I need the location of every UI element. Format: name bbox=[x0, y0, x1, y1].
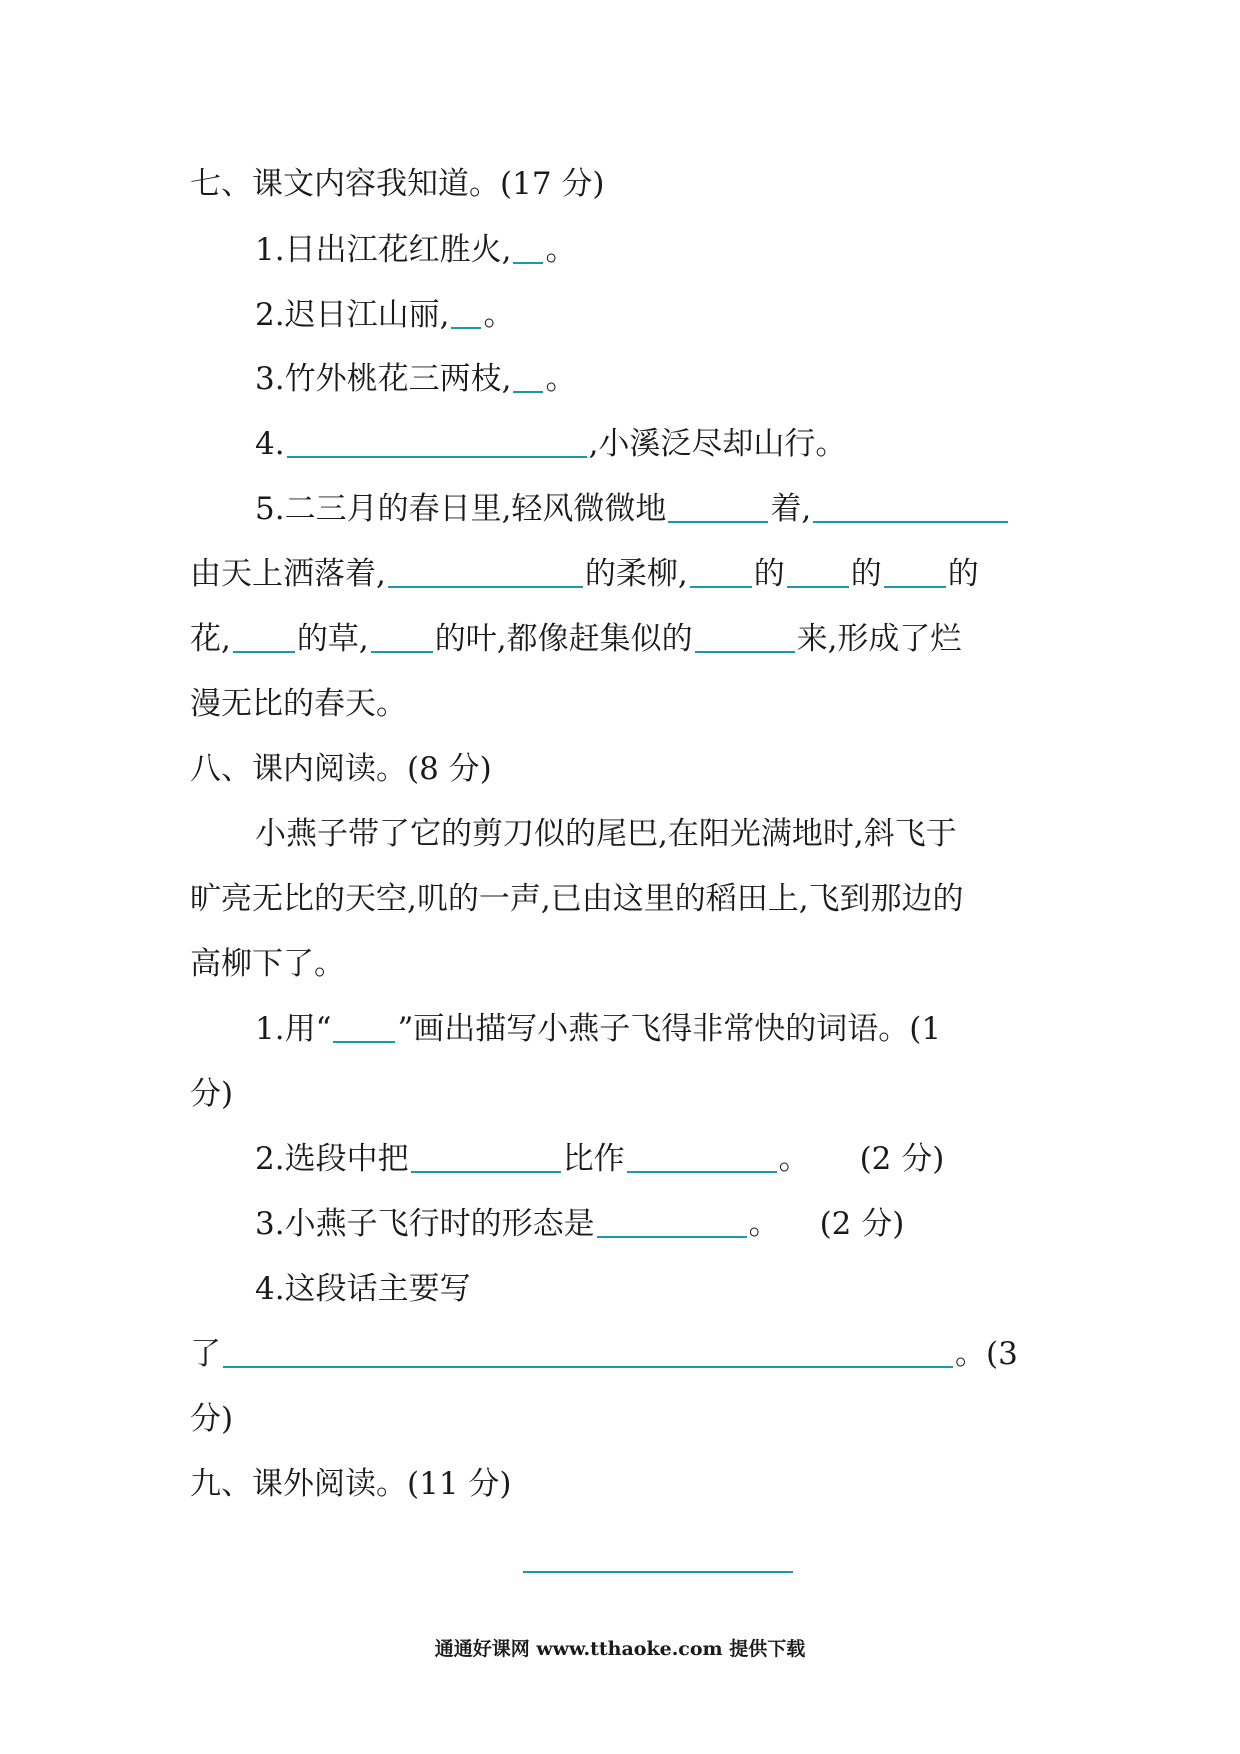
answer-blank[interactable] bbox=[668, 491, 768, 523]
answer-blank[interactable] bbox=[884, 556, 946, 588]
answer-blank[interactable] bbox=[690, 556, 752, 588]
question-7-5-line-1: 5.二三月的春日里,轻风微微地 着, bbox=[255, 489, 1010, 529]
answer-blank[interactable] bbox=[513, 361, 543, 393]
question-7-5-line-4: 漫无比的春天。 bbox=[190, 686, 407, 722]
answer-blank[interactable] bbox=[233, 621, 295, 653]
passage-line-2: 旷亮无比的天空,叽的一声,已由这里的稻田上,飞到那边的 bbox=[190, 881, 964, 917]
answer-blank[interactable] bbox=[695, 621, 795, 653]
answer-blank[interactable] bbox=[371, 621, 433, 653]
question-8-1-score: 分) bbox=[190, 1076, 234, 1112]
answer-blank[interactable] bbox=[388, 556, 583, 588]
question-7-5-line-3: 花, 的草, 的叶,都像赶集似的 来,形成了烂 bbox=[190, 621, 962, 657]
answer-blank[interactable] bbox=[627, 1141, 777, 1173]
section-8-title: 八、课内阅读。(8 分) bbox=[190, 751, 492, 787]
question-7-3: 3.竹外桃花三两枝, 。 bbox=[255, 361, 577, 397]
answer-blank[interactable] bbox=[597, 1206, 747, 1238]
answer-blank[interactable] bbox=[513, 232, 543, 264]
passage-line-1: 小燕子带了它的剪刀似的尾巴,在阳光满地时,斜飞于 bbox=[255, 816, 957, 852]
answer-blank[interactable] bbox=[451, 297, 481, 329]
answer-blank[interactable] bbox=[411, 1141, 561, 1173]
question-7-5-line-2: 由天上洒落着, 的柔柳, 的 的 的 bbox=[190, 556, 979, 592]
section-9-title: 九、课外阅读。(11 分) bbox=[190, 1466, 512, 1502]
question-7-4: 4. ,小溪泛尽却山行。 bbox=[255, 426, 847, 462]
answer-blank[interactable] bbox=[223, 1336, 953, 1368]
answer-blank[interactable] bbox=[787, 556, 849, 588]
answer-blank[interactable] bbox=[813, 491, 1008, 523]
question-8-4-answer-line: 了 。(3 bbox=[190, 1336, 1018, 1372]
question-8-4: 4.这段话主要写 bbox=[255, 1271, 471, 1307]
question-8-4-score: 分) bbox=[190, 1401, 234, 1437]
answer-blank[interactable] bbox=[287, 426, 587, 458]
footer-text: 通通好课网 www.tthaoke.com 提供下载 bbox=[434, 1638, 806, 1660]
divider-line bbox=[523, 1571, 793, 1573]
section-7-title: 七、课文内容我知道。(17 分) bbox=[190, 166, 605, 202]
answer-blank[interactable] bbox=[333, 1011, 395, 1043]
passage-line-3: 高柳下了。 bbox=[190, 946, 345, 982]
question-8-2: 2.选段中把 比作 。 (2 分) bbox=[255, 1141, 945, 1177]
question-8-3: 3.小燕子飞行时的形态是 。 (2 分) bbox=[255, 1206, 905, 1242]
question-7-1: 1.日出江花红胜火, 。 bbox=[255, 232, 577, 268]
question-8-1: 1.用“ ”画出描写小燕子飞得非常快的词语。(1 bbox=[255, 1011, 942, 1047]
question-7-2: 2.迟日江山丽, 。 bbox=[255, 297, 515, 333]
